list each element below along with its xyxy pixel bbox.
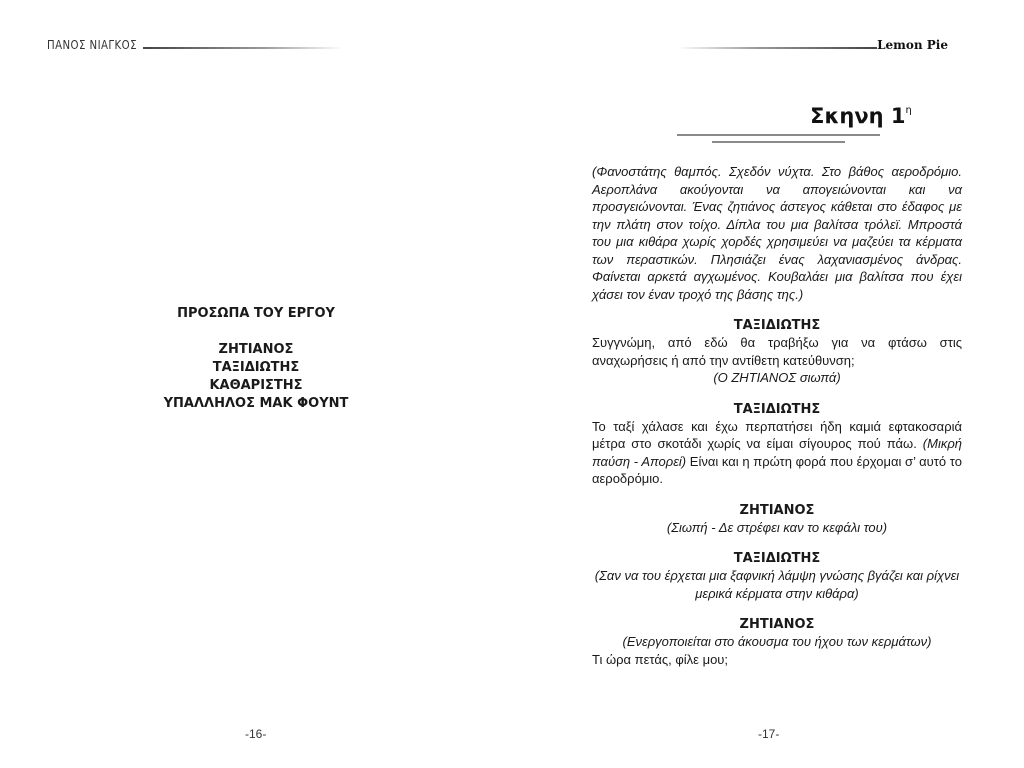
cast-member: ΥΠΑΛΛΗΛΟΣ ΜΑΚ ΦΟΥΝΤ [163, 396, 349, 411]
page-number: -16- [245, 727, 267, 741]
speaker-name: ΤΑΞΙΔΙΩΤΗΣ [733, 401, 821, 417]
speaker-name: ΖΗΤΙΑΝΟΣ [739, 502, 815, 518]
right-page [512, 0, 1024, 768]
dialogue-text: Το ταξί χάλασε και έχω περπατήσει ήδη καμιά εφτακοσαριά μέτρα στο σκοτάδι χωρίς να είμαι σίγουρος πού πάω. [592, 418, 962, 451]
stage-direction: (Ενεργοποιείται στο άκουσμα του ήχου των κερμάτων) [622, 634, 932, 649]
dialogue-line: Τι ώρα πετάς, φίλε μου; [592, 651, 729, 667]
running-header-left [47, 38, 343, 52]
stage-direction: (Ο ΖΗΤΙΑΝΟΣ σιωπά) [713, 370, 841, 385]
header-rule [143, 47, 343, 49]
scene-title [676, 104, 1024, 128]
speaker-name: ΤΑΞΙΔΙΩΤΗΣ [733, 551, 821, 566]
header-author: ΠΑΝΟΣ ΝΙΑΓΚΟΣ [47, 38, 137, 52]
dialogue-line [592, 418, 962, 488]
stage-direction: (Σαν να του έρχεται μια ξαφνική λάμψη γνώσης βγάζει και ρίχνει μερικά κέρματα στην κιθάρα) [594, 568, 960, 601]
scene-title-text: Σκηνη 1 [810, 104, 906, 128]
dialogue-text: Είναι και η πρώτη φορά που έρχομαι σ’ αυτό το αεροδρόμιο. [592, 453, 962, 486]
header-rule [677, 47, 877, 49]
header-title: Lemon Pie [877, 38, 948, 52]
running-header-right [677, 38, 948, 52]
scene-rule-lower [712, 141, 845, 143]
stage-direction-inline: (Μικρή παύση - Απορεί) [592, 436, 962, 469]
speaker-name: ΖΗΤΙΑΝΟΣ [739, 617, 815, 632]
stage-direction: (Σιωπή - Δε στρέφει καν το κεφάλι του) [666, 519, 888, 535]
speaker-name: ΤΑΞΙΔΙΩΤΗΣ [733, 318, 821, 333]
cast-list [0, 305, 512, 413]
scene-title-superscript: η [905, 105, 912, 116]
page-number: -17- [758, 727, 780, 741]
cast-heading: ΠΡΟΣΩΠΑ ΤΟΥ ΕΡΓΟΥ [177, 306, 335, 321]
cast-member: ΚΑΘΑΡΙΣΤΗΣ [209, 378, 303, 393]
scene-rule-upper [677, 134, 880, 136]
dialogue-line: Συγγνώμη, από εδώ θα τραβήξω για να φτάσω στις αναχωρήσεις ή από την αντίθετη κατεύθυνση; [592, 335, 962, 368]
cast-member: ΤΑΞΙΔΙΩΤΗΣ [212, 360, 300, 375]
play-text [592, 163, 962, 668]
opening-stage-direction: (Φανοστάτης θαμπός. Σχεδόν νύχτα. Στο βάθος αεροδρόμιο. Αεροπλάνα ακούγονται να απογειώνονται και να προσγειώνονται. Ένας ζητιάνος άστεγος κάθεται στο έδαφος με την πλάτη στον τοίχο. Δίπλα του μια βαλίτσα τρόλεϊ. Μπροστά του μια κιθάρα χωρίς χορδές χρησιμεύει να μαζεύει τα κέρματα των περαστικών. Πλησιάζει ένας λαχανιασμένος άνδρας. Φαίνεται αρκετά αγχωμένος. Κουβαλάει μια βαλίτσα που έχει χάσει τον έναν τροχό της βάσης της.) [592, 164, 962, 302]
cast-member: ΖΗΤΙΑΝΟΣ [218, 342, 294, 357]
